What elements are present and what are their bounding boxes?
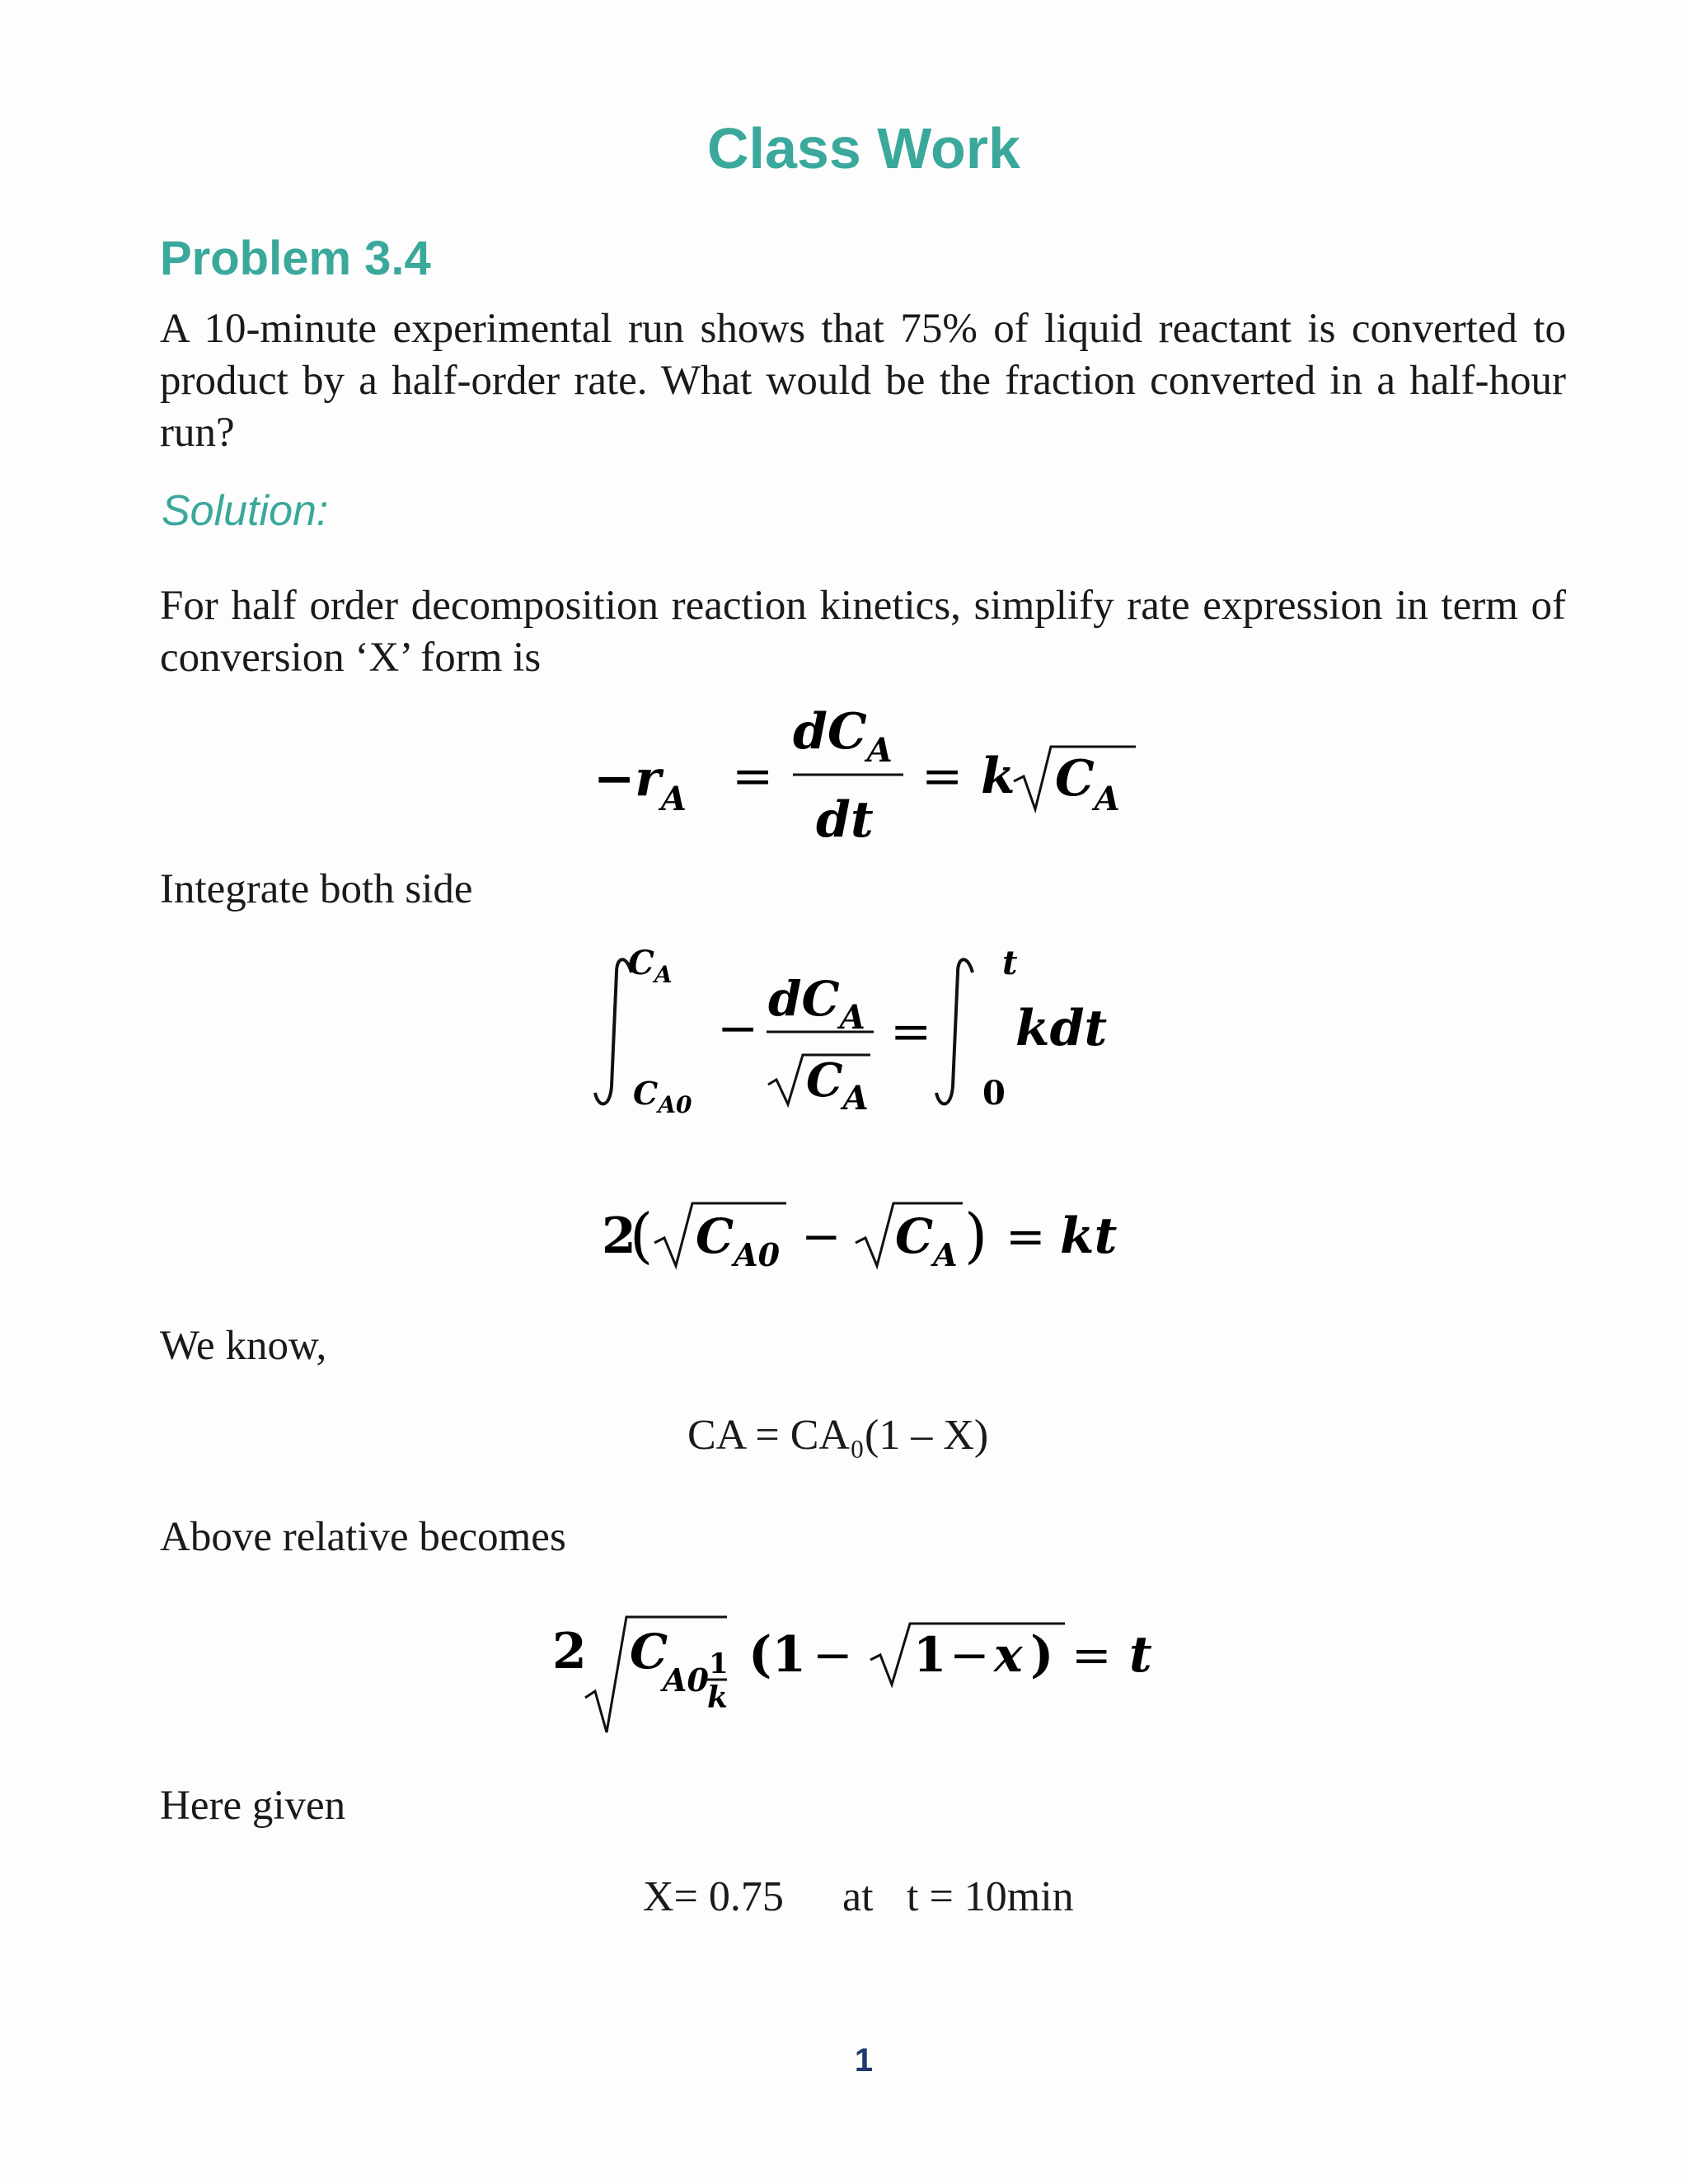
svg-text:CA: $C_A$ [1055,750,1120,818]
page-title: Class Work [707,116,1020,180]
svg-text:2: 2 [602,1207,636,1265]
svg-text:1: 1 [913,1627,947,1683]
svg-text:=: = [732,748,774,805]
given-t: t = 10min [907,1873,1074,1920]
svg-text:kdt: kdt [1015,1000,1108,1057]
svg-text:C: C [630,1624,668,1680]
page-number: 1 [854,2042,874,2079]
svg-text:CA0: $C_{A0}$ [633,1075,692,1118]
svg-text:x: x [994,1627,1023,1683]
svg-text:): ) [964,1201,988,1270]
svg-text:k: k [981,748,1015,805]
svg-text:−: − [717,1000,759,1057]
svg-text:k: k [707,1680,728,1715]
label-integrate: Integrate both side [160,866,473,912]
svg-text:−: − [813,1627,853,1683]
svg-text:(: ( [630,1201,654,1270]
problem-text: A 10-minute experimental run shows that 75% of liquid reactant is converted to product by a half-order rate. What would be the fraction converted in a half-hour run? [160,306,1566,456]
svg-text:=: = [921,748,964,805]
integral-equation [593,940,1170,1129]
svg-text:A0: A0 [663,1661,709,1699]
svg-text:): ) [1030,1626,1054,1684]
svg-text:−: − [801,1208,842,1264]
relation-equation: CA = CA₀(1 – X) [687,1412,989,1459]
svg-text:CA: $C_A$ [628,944,673,988]
intro-text: For half order decomposition reaction kinetics, simplify rate expression in term of conversion ‘X’ form is [160,583,1566,681]
svg-text:dCA: $dC_A$ [768,971,865,1037]
svg-text:=: = [1071,1627,1112,1683]
solution-label: Solution: [162,487,329,535]
rate-expression-equation [577,701,1154,865]
svg-text:−: − [950,1627,990,1683]
label-above: Above relative becomes [160,1514,566,1560]
svg-text:dCA: $dC_A$ [793,703,893,770]
svg-text:dt: dt [816,791,874,849]
integrated-equation [593,1170,1170,1294]
svg-text:CA: $C_A$ [806,1053,869,1118]
conversion-equation [544,1599,1203,1747]
svg-text:kt: kt [1060,1207,1118,1265]
svg-text:=: = [890,1003,932,1061]
given-at: at [842,1873,874,1920]
svg-text:CA0: $C_{A0}$ [696,1208,781,1273]
svg-text:=: = [1006,1208,1046,1264]
label-we-know: We know, [160,1323,327,1369]
svg-text:2: 2 [552,1623,587,1680]
svg-text:−rA: $-r_A$ [593,750,687,818]
svg-text:t: t [1002,944,1018,982]
svg-text:t: t [1129,1626,1152,1684]
label-here-given: Here given [160,1783,346,1829]
svg-text:0: 0 [982,1074,1006,1113]
given-x: X= 0.75 [643,1873,784,1920]
svg-text:1: 1 [709,1647,729,1680]
svg-text:CA: $C_A$ [895,1208,958,1273]
problem-heading: Problem 3.4 [160,232,431,285]
svg-text:(1: (1 [748,1626,807,1684]
